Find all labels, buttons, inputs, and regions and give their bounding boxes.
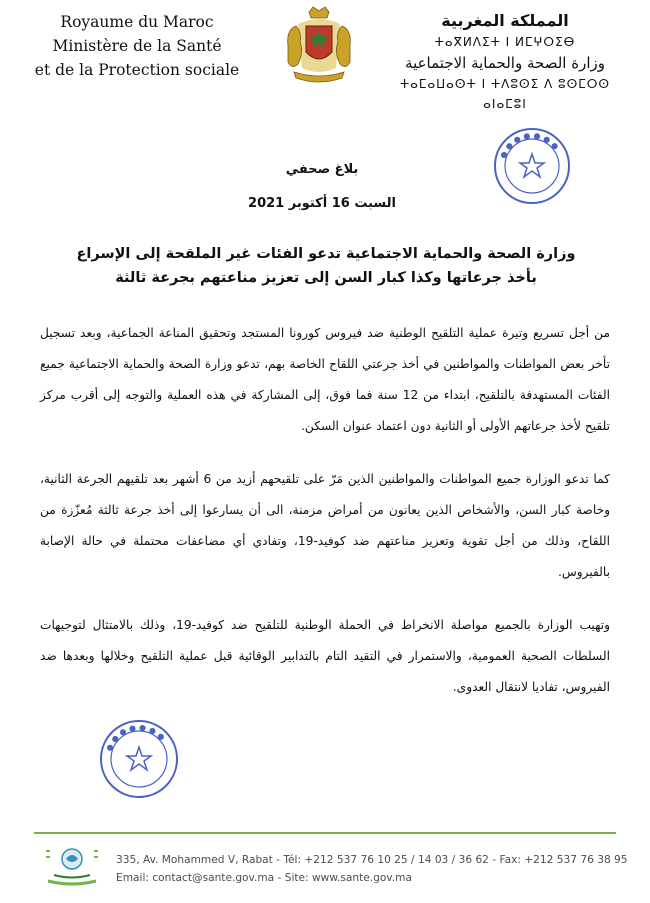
ministry-stamp-icon [98,718,180,800]
svg-text:● ● ● ● ● ● ●: ● ● ● ● ● ● ● [498,130,561,160]
svg-text:● ● ● ● ● ● ●: ● ● ● ● ● ● ● [104,722,167,753]
ministry-logo-icon [40,843,104,889]
ministry-name-fr-line2: et de la Protection sociale [34,61,240,79]
body-paragraph-3: وتهيب الوزارة بالجميع مواصلة الانخراط في الحملة الوطنية للتلقيح ضد كوفيد-19، وذلك بالامتثال لتوجيهات السلطات الصحية العمومية، والاستمرار في التقيد التام بالتدابير الوقائية قبل عملية التلقيح وخلالها وبعدها ضد الفيروس، تفاديا لانتقال العدوى. [40,618,610,694]
kingdom-name-fr: Royaume du Maroc [60,13,214,31]
ministry-stamp-icon [492,126,572,206]
ministry-name-tifinagh: ⵜⴰⵎⴰⵡⴰⵙⵜ ⵏ ⵜⴷⵓⵙⵉ ⴷ ⵓⵙⵎⵔⵙ ⴰⵏⴰⵎⵓⵏ [399,77,611,111]
body-paragraph-1: من أجل تسريع وتيرة عملية التلقيح الوطنية ضد فيروس كورونا المستجد وتحقيق المناعة الجماعية، وبعد تسجيل تأخر بعض المواطنات والمواطنين في أخذ جرعتي اللقاح الخاصة بهم، تدعو وزارة الصحة والحماية الاجتماعية جميع الفئات المستهدفة بالتلقيح، ابتداء من 12 سنة فما فوق، إلى المشاركة في هذه العملية والتوجه إلى أقرب مركز تلقيح لأخذ جرعاتهم الأولى أو الثانية دون اعتماد عنوان السكن. [40,326,610,433]
press-release-date: السبت 16 أكتوبر 2021 [248,196,396,211]
footer-email-site: Email: contact@sante.gov.ma - Site: www.sante.gov.ma [116,872,412,884]
document-body [40,318,610,725]
ministry-name-fr: Ministère de la Santé [52,37,222,55]
body-paragraph-2: كما تدعو الوزارة جميع المواطنات والمواطنين الذين مَرّ على تلقيحهم أزيد من 6 أشهر بعد تلقيهم الجرعة الثانية، وخاصة كبار السن، والأشخاص الذين يعانون من أمراض مزمنة، الى أن يسارعوا إلى أخذ جرعة ثالثة مُعزّزة من اللقاح، وذلك من أجل تقوية وتعزيز مناعتهم ضد كوفيد-19، وتفادي أي مضاعفات محتملة في حالة الإصابة بالفيروس. [40,472,611,579]
moroccan-coat-of-arms-icon [282,6,356,86]
kingdom-name-tifinagh: ⵜⴰⴳⵍⴷⵉⵜ ⵏ ⵍⵎⵖⵔⵉⴱ [434,35,576,49]
header-arabic-block [390,10,620,114]
footer-divider [34,832,616,834]
footer-contact-block [116,851,628,887]
header-french-block [22,10,252,82]
press-release-heading [248,153,396,221]
footer-address: 335, Av. Mohammed V, Rabat - Tél: +212 537 76 10 25 / 14 03 / 36 62 - Fax: +212 537 76 38 95 [116,854,628,866]
document-title: وزارة الصحة والحماية الاجتماعية تدعو الفئات غير الملقحة إلى الإسراع بأخذ جرعاتها وكذا كبار السن إلى تعزيز مناعتهم بجرعة ثالثة [76,246,576,286]
kingdom-name-ar: المملكة المغربية [441,11,569,30]
ministry-name-ar: وزارة الصحة والحماية الاجتماعية [405,54,605,72]
press-release-label: بلاغ صحفي [285,162,359,177]
